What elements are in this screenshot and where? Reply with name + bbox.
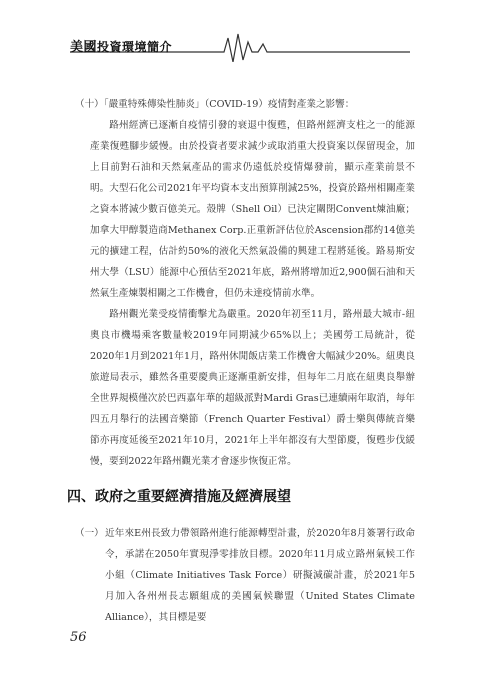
page-header [0,0,480,62]
item-number: （一） [75,528,104,539]
section-heading: 四、政府之重要經濟措施及經濟展望 [67,489,291,505]
page-number: 56 [70,630,87,645]
paragraph: 路州觀光業受疫情衝擊尤為嚴重。2020年初至11月，路州最大城市-紐奧良市機場乘客數量較2019年同期減少65%以上；美國勞工局統計，從2020年1月到2021年1月，路州休閒飯店業工作機會大幅減少20%。紐奧良旅遊局表示，雖然各重要慶典正逐漸重新安排，但每年二月底在紐奧良舉辦全世界規模僅次於巴西嘉年華的超級派對Mardi Gras已連續兩年取消，每年四五月舉行的法國音樂節（French Quarter Festival）爵士樂與傳統音樂節亦再度延後至2021年10月，2021年上半年都沒有大型節慶，復甦步伐緩慢，要到2022年路州觀光業才會逐步恢復正常。 [90,309,415,467]
sub-item-body [90,115,415,472]
sub-item-heading: （十）「嚴重特殊傳染性肺炎」（COVID-19）疫情對產業之影響： [75,99,355,110]
header-title: 美國投資環境簡介 [70,40,173,55]
paragraph: 路州經濟已逐漸自疫情引發的衰退中復甦，但路州經濟支柱之一的能源產業復甦腳步緩慢。由於投資者要求減少或取消重大投資案以保留現金，加上目前對石油和天然氣產品的需求仍遠低於疫情爆發前，顯示產業前景不明。大型石化公司2021年平均資本支出預算削減25%，投資於路州相關產業之資本將減少數百億美元。殼牌（Shell Oil）已決定關閉Convent煉油廠；加拿大甲醇製造商Methanex Corp.正重新評估位於Ascension郡約14億美元的擴建工程，估計約50%的液化天然氣設備的興建工程將延後。路易斯安州大學（LSU）能源中心預估至2021年底，路州將增加近2,900個石油和天然氣生產煉製相關之工作機會，但仍未達疫情前水準。 [90,120,415,299]
item-body: 近年來E州長致力帶領路州進行能源轉型計畫，於2020年8月簽署行政命令，承諾在2050年實現淨零排放目標。2020年11月成立路州氣候工作小組（Climate Initiatives Task Force）研擬減碳計畫，於2021年5月加入各州州長志願組成的美國氣候聯盟（United States Climate Alliance），其目標是要 [105,528,415,623]
